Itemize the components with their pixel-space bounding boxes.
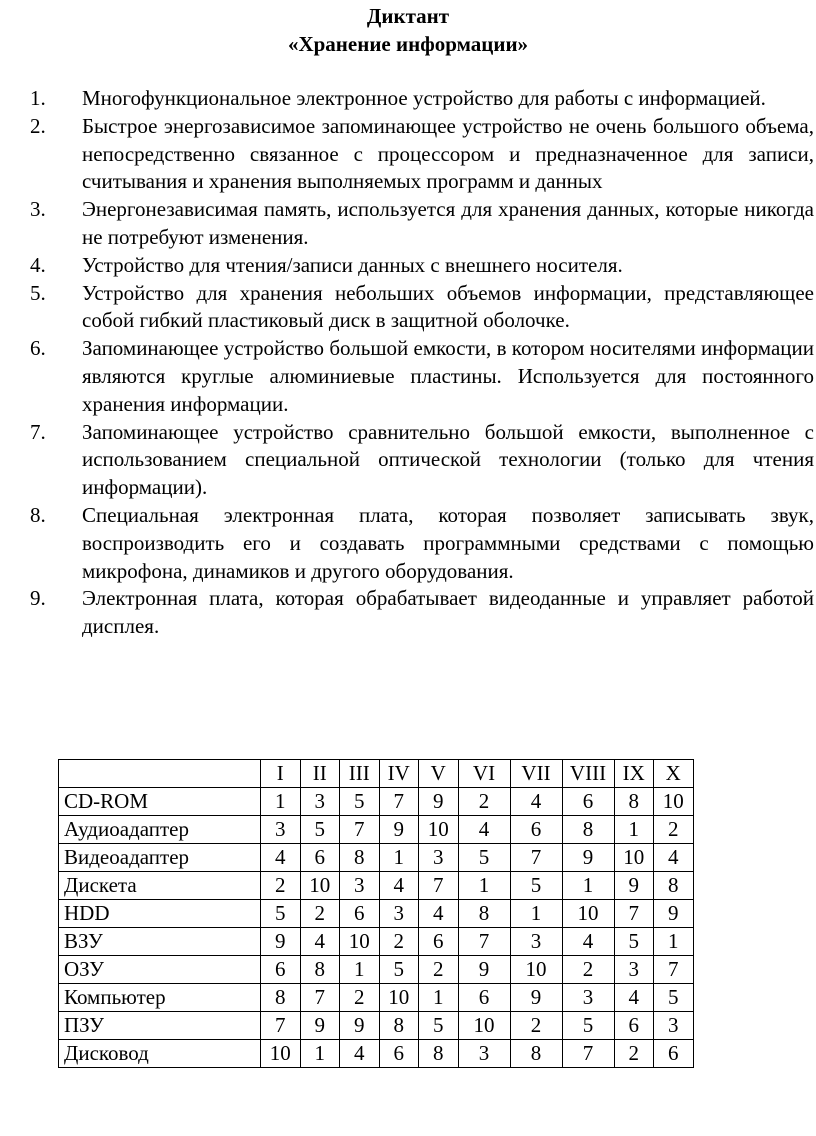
table-row bbox=[59, 816, 694, 844]
table-cell: 3 bbox=[654, 1012, 694, 1040]
table-cell: 6 bbox=[458, 984, 510, 1012]
table-cell: 2 bbox=[614, 1040, 654, 1068]
table-cell: 4 bbox=[340, 1040, 380, 1068]
table-cell: 6 bbox=[379, 1040, 419, 1068]
item-number: 7. bbox=[30, 419, 46, 444]
table-cell: 10 bbox=[654, 788, 694, 816]
table-cell: 10 bbox=[261, 1040, 301, 1068]
list-item bbox=[0, 85, 816, 113]
table-cell: 4 bbox=[654, 844, 694, 872]
table-cell: 5 bbox=[340, 788, 380, 816]
row-label: Дискета bbox=[59, 872, 261, 900]
row-label: HDD bbox=[59, 900, 261, 928]
table-cell: 9 bbox=[614, 872, 654, 900]
table-cell: 1 bbox=[300, 1040, 340, 1068]
table-cell: 8 bbox=[340, 844, 380, 872]
list-item bbox=[0, 196, 816, 252]
table-row bbox=[59, 956, 694, 984]
list-item bbox=[0, 419, 816, 502]
table-cell: 1 bbox=[510, 900, 562, 928]
table-cell: 2 bbox=[562, 956, 614, 984]
table-row bbox=[59, 844, 694, 872]
table-cell: 4 bbox=[379, 872, 419, 900]
table-cell: 9 bbox=[562, 844, 614, 872]
table-cell: 3 bbox=[340, 872, 380, 900]
table-cell: 8 bbox=[510, 1040, 562, 1068]
table-cell: 8 bbox=[261, 984, 301, 1012]
item-text: Быстрое энергозависимое запоминающее устройство не очень большого объема, непосредственно связанное с процессором и предназначенное для записи, считывания и хранения выполняемых программ и данных bbox=[82, 113, 814, 194]
table-cell: 7 bbox=[261, 1012, 301, 1040]
table-row bbox=[59, 872, 694, 900]
table-cell: 10 bbox=[562, 900, 614, 928]
table-cell: 4 bbox=[562, 928, 614, 956]
item-number: 3. bbox=[30, 197, 46, 222]
table-cell: 2 bbox=[261, 872, 301, 900]
table-cell: 1 bbox=[379, 844, 419, 872]
table-cell: 8 bbox=[379, 1012, 419, 1040]
table-cell: 4 bbox=[300, 928, 340, 956]
table-cell: 4 bbox=[261, 844, 301, 872]
table-cell: 1 bbox=[562, 872, 614, 900]
table-cell: 7 bbox=[379, 788, 419, 816]
table-cell: 10 bbox=[614, 844, 654, 872]
table-cell: 1 bbox=[654, 928, 694, 956]
answer-table bbox=[58, 759, 694, 1068]
item-number: 4. bbox=[30, 252, 46, 277]
item-text: Устройство для хранения небольших объемов информации, представляющее собой гибкий пластиковый диск в защитной оболочке. bbox=[82, 280, 814, 333]
column-header: III bbox=[340, 760, 380, 788]
item-number: 5. bbox=[30, 280, 46, 305]
answer-table-body bbox=[59, 760, 694, 1068]
table-cell: 6 bbox=[562, 788, 614, 816]
list-item bbox=[0, 585, 816, 641]
table-cell: 9 bbox=[261, 928, 301, 956]
table-cell: 8 bbox=[300, 956, 340, 984]
table-cell: 4 bbox=[458, 816, 510, 844]
table-cell: 7 bbox=[562, 1040, 614, 1068]
table-cell: 7 bbox=[510, 844, 562, 872]
table-cell: 8 bbox=[419, 1040, 459, 1068]
table-cell: 10 bbox=[419, 816, 459, 844]
list-item bbox=[0, 502, 816, 585]
item-text: Специальная электронная плата, которая позволяет записывать звук, воспроизводить его и создавать программными средствами с помощью микрофона, динамиков и другого оборудования. bbox=[82, 502, 814, 583]
table-cell: 5 bbox=[614, 928, 654, 956]
table-cell: 4 bbox=[510, 788, 562, 816]
table-cell: 7 bbox=[300, 984, 340, 1012]
column-header: II bbox=[300, 760, 340, 788]
table-cell: 6 bbox=[654, 1040, 694, 1068]
item-text: Электронная плата, которая обрабатывает видеоданные и управляет работой дисплея. bbox=[82, 586, 814, 639]
table-cell: 6 bbox=[419, 928, 459, 956]
table-cell: 3 bbox=[261, 816, 301, 844]
item-number: 6. bbox=[30, 336, 46, 361]
table-cell: 5 bbox=[379, 956, 419, 984]
table-row bbox=[59, 928, 694, 956]
table-cell: 10 bbox=[458, 1012, 510, 1040]
row-label: Видеоадаптер bbox=[59, 844, 261, 872]
item-text: Энергонезависимая память, используется для хранения данных, которые никогда не потребуют изменения. bbox=[82, 197, 814, 249]
row-label: ВЗУ bbox=[59, 928, 261, 956]
page-subtitle: «Хранение информации» bbox=[287, 32, 529, 56]
list-item bbox=[0, 335, 816, 418]
row-label: ОЗУ bbox=[59, 956, 261, 984]
table-cell: 6 bbox=[261, 956, 301, 984]
table-cell: 3 bbox=[300, 788, 340, 816]
table-cell: 2 bbox=[300, 900, 340, 928]
table-cell: 6 bbox=[614, 1012, 654, 1040]
item-text: Запоминающее устройство сравнительно большой емкости, выполненное с использованием специальной оптической технологии (только для чтения информации). bbox=[82, 419, 814, 500]
row-label: ПЗУ bbox=[59, 1012, 261, 1040]
row-label: Аудиоадаптер bbox=[59, 816, 261, 844]
table-cell: 8 bbox=[614, 788, 654, 816]
item-text: Устройство для чтения/записи данных с внешнего носителя. bbox=[82, 252, 623, 277]
column-header: VII bbox=[510, 760, 562, 788]
table-cell: 5 bbox=[300, 816, 340, 844]
table-corner-cell bbox=[59, 760, 261, 788]
table-cell: 3 bbox=[562, 984, 614, 1012]
table-cell: 2 bbox=[419, 956, 459, 984]
table-cell: 9 bbox=[654, 900, 694, 928]
table-row bbox=[59, 984, 694, 1012]
table-cell: 10 bbox=[340, 928, 380, 956]
table-cell: 9 bbox=[300, 1012, 340, 1040]
table-row bbox=[59, 788, 694, 816]
table-cell: 5 bbox=[458, 844, 510, 872]
table-cell: 10 bbox=[300, 872, 340, 900]
table-cell: 2 bbox=[340, 984, 380, 1012]
table-cell: 9 bbox=[340, 1012, 380, 1040]
column-header: V bbox=[419, 760, 459, 788]
page-title: Диктант bbox=[366, 4, 450, 28]
table-cell: 1 bbox=[458, 872, 510, 900]
column-header: X bbox=[654, 760, 694, 788]
question-list bbox=[0, 85, 816, 641]
table-cell: 10 bbox=[379, 984, 419, 1012]
table-cell: 5 bbox=[562, 1012, 614, 1040]
item-text: Запоминающее устройство большой емкости, в котором носителями информации являются круглые алюминиевые пластины. Используется для постоянного хранения информации. bbox=[82, 336, 814, 416]
table-cell: 10 bbox=[510, 956, 562, 984]
table-cell: 5 bbox=[419, 1012, 459, 1040]
table-cell: 1 bbox=[261, 788, 301, 816]
table-cell: 7 bbox=[340, 816, 380, 844]
table-cell: 6 bbox=[510, 816, 562, 844]
table-cell: 2 bbox=[458, 788, 510, 816]
row-label: Компьютер bbox=[59, 984, 261, 1012]
table-cell: 3 bbox=[379, 900, 419, 928]
table-cell: 8 bbox=[562, 816, 614, 844]
list-item bbox=[0, 113, 816, 196]
table-cell: 8 bbox=[458, 900, 510, 928]
table-cell: 7 bbox=[458, 928, 510, 956]
table-cell: 7 bbox=[614, 900, 654, 928]
table-cell: 5 bbox=[654, 984, 694, 1012]
list-item bbox=[0, 280, 816, 336]
table-cell: 2 bbox=[654, 816, 694, 844]
table-cell: 5 bbox=[510, 872, 562, 900]
table-header-row bbox=[59, 760, 694, 788]
column-header: IX bbox=[614, 760, 654, 788]
table-cell: 9 bbox=[458, 956, 510, 984]
item-number: 9. bbox=[30, 586, 46, 611]
table-cell: 5 bbox=[261, 900, 301, 928]
table-cell: 6 bbox=[340, 900, 380, 928]
table-cell: 1 bbox=[419, 984, 459, 1012]
table-cell: 9 bbox=[379, 816, 419, 844]
table-row bbox=[59, 900, 694, 928]
table-cell: 3 bbox=[458, 1040, 510, 1068]
item-text: Многофункциональное электронное устройство для работы с информацией. bbox=[82, 86, 766, 110]
item-number: 1. bbox=[30, 86, 46, 110]
column-header: VIII bbox=[562, 760, 614, 788]
table-cell: 4 bbox=[419, 900, 459, 928]
table-cell: 1 bbox=[614, 816, 654, 844]
table-cell: 7 bbox=[654, 956, 694, 984]
column-header: IV bbox=[379, 760, 419, 788]
table-cell: 3 bbox=[419, 844, 459, 872]
column-header: I bbox=[261, 760, 301, 788]
table-cell: 2 bbox=[379, 928, 419, 956]
table-cell: 9 bbox=[510, 984, 562, 1012]
list-item bbox=[0, 252, 816, 280]
row-label: Дисковод bbox=[59, 1040, 261, 1068]
table-row bbox=[59, 1012, 694, 1040]
item-number: 2. bbox=[30, 113, 46, 138]
row-label: CD-ROM bbox=[59, 788, 261, 816]
column-header: VI bbox=[458, 760, 510, 788]
table-cell: 9 bbox=[419, 788, 459, 816]
table-cell: 2 bbox=[510, 1012, 562, 1040]
table-cell: 8 bbox=[654, 872, 694, 900]
item-number: 8. bbox=[30, 502, 46, 527]
table-row bbox=[59, 1040, 694, 1068]
table-cell: 4 bbox=[614, 984, 654, 1012]
table-cell: 7 bbox=[419, 872, 459, 900]
table-cell: 6 bbox=[300, 844, 340, 872]
table-cell: 1 bbox=[340, 956, 380, 984]
table-cell: 3 bbox=[614, 956, 654, 984]
table-cell: 3 bbox=[510, 928, 562, 956]
